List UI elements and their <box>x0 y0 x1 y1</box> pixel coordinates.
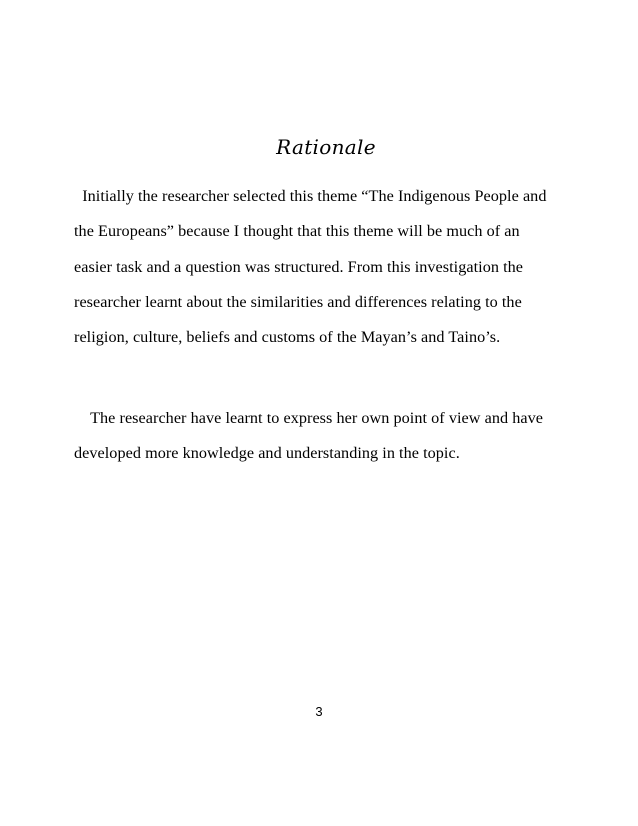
paragraph-line: researcher learnt about the similarities and differences relating to the <box>74 292 522 311</box>
paragraph-line: Initially the researcher selected this theme “The Indigenous People and <box>74 187 547 205</box>
title-text: Rationale <box>276 135 376 159</box>
paragraph-rationale-2 <box>74 401 574 472</box>
paragraph-line: developed more knowledge and understanding in the topic. <box>74 444 460 463</box>
paragraph-line: The researcher have learnt to express her own point of view and have <box>74 409 543 427</box>
document-title <box>0 134 638 160</box>
paragraph-rationale-1 <box>74 179 574 355</box>
paragraph-line: the Europeans” because I thought that this theme will be much of an <box>74 222 520 241</box>
page-number <box>0 704 638 720</box>
paragraph-line: easier task and a question was structured. From this investigation the <box>74 257 524 276</box>
paragraph-line: religion, culture, beliefs and customs of the Mayan’s and Taino’s. <box>74 328 501 347</box>
page-number-text: 3 <box>315 704 323 719</box>
